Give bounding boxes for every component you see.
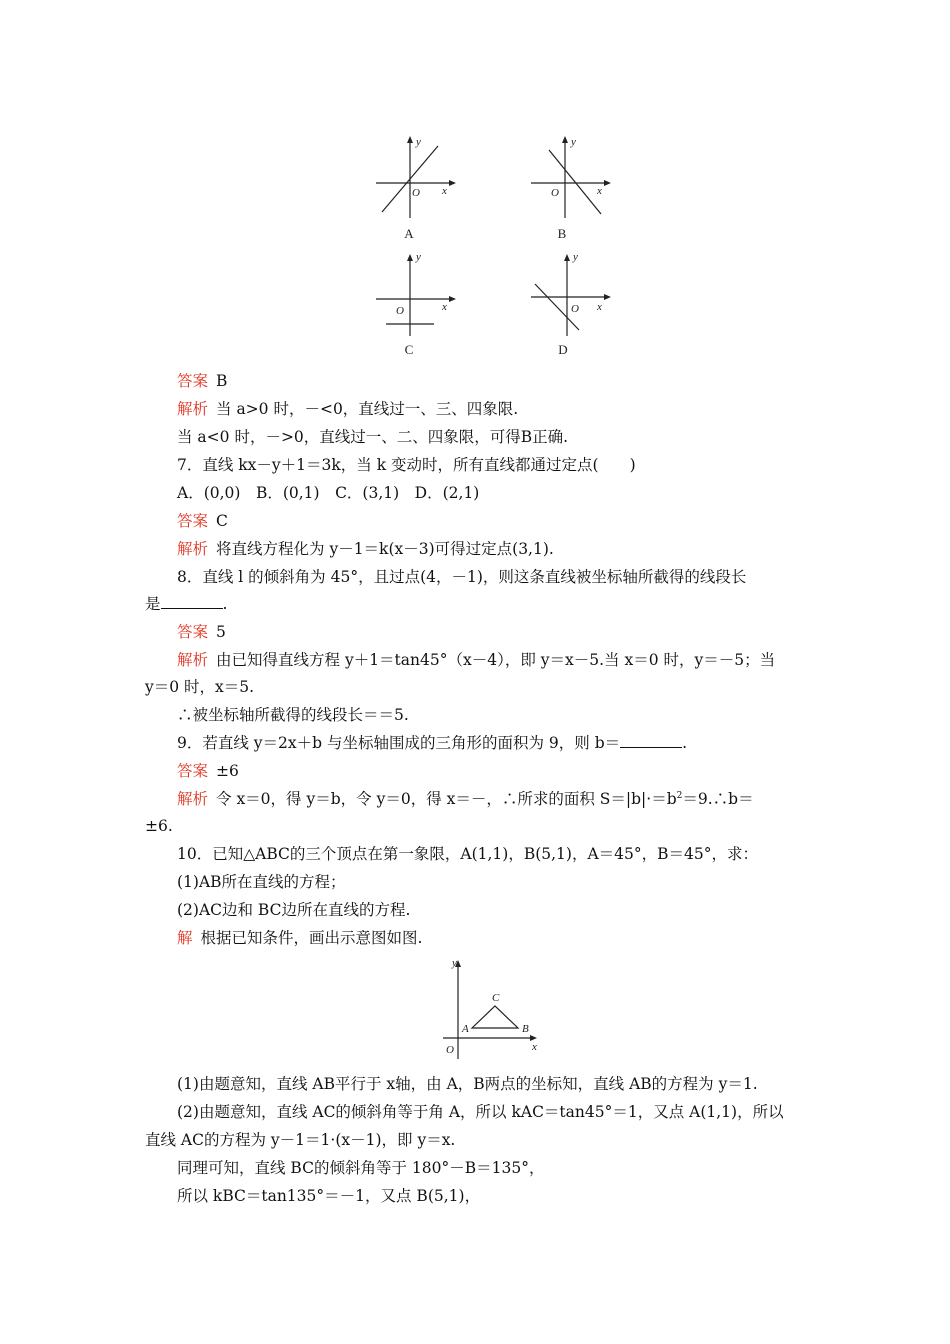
origin-label: O <box>551 187 559 199</box>
q8-analysis-2: y＝0 时，x＝5. <box>145 678 255 696</box>
x-axis-label: x <box>442 185 447 197</box>
q6-analysis-2: 当 a<0 时，－>0，直线过一、二、四象限，可得B正确. <box>177 428 569 446</box>
answer-blank[interactable] <box>620 735 682 748</box>
q10-part-2: (2)AC边和 BC边所在直线的方程. <box>177 901 411 919</box>
answer-value: B <box>216 372 228 390</box>
graph-c <box>372 248 462 338</box>
analysis-tag: 解析 <box>177 540 209 558</box>
x-axis-label: x <box>532 1041 537 1053</box>
origin-label: O <box>446 1044 454 1056</box>
graph-d <box>527 248 617 338</box>
analysis-tag: 解析 <box>177 790 209 808</box>
q7-analysis <box>177 539 554 559</box>
y-axis-label: y <box>452 957 457 969</box>
x-axis-label: x <box>597 301 602 313</box>
q8-question-2 <box>145 594 227 614</box>
q8-analysis-1 <box>177 650 775 670</box>
analysis-tag: 解析 <box>177 651 209 669</box>
analysis-text: 令 x＝0，得 y＝b，令 y＝0，得 x＝－，∴所求的面积 S＝|b|·＝b <box>216 790 677 808</box>
vertex-a-label: A <box>462 1023 469 1035</box>
q10-solution <box>177 928 422 948</box>
graph-a <box>372 130 462 220</box>
vertex-c-label: C <box>492 992 500 1004</box>
answer-tag: 答案 <box>177 512 209 530</box>
y-axis-label: y <box>416 251 421 263</box>
q9-question-text: 9．若直线 y＝2x＋b 与坐标轴围成的三角形的面积为 9，则 b＝ <box>177 734 621 752</box>
exponent: 2 <box>676 790 683 801</box>
answer-tag: 答案 <box>177 762 209 780</box>
analysis-text-end: ＝9.∴b＝ <box>682 790 754 808</box>
q9-answer <box>177 761 239 781</box>
analysis-text: 当 a>0 时，－<0，直线过一、三、四象限. <box>216 400 519 418</box>
triangle-figure <box>440 956 545 1060</box>
q10-part-1: (1)AB所在直线的方程； <box>177 873 346 891</box>
q10-solution-2: (2)由题意知，直线 AC的倾斜角等于角 A，所以 kAC＝tan45°＝1，又点 A(1,1)，所以 <box>177 1103 784 1121</box>
x-axis-label: x <box>442 301 447 313</box>
vertex-b-label: B <box>522 1023 529 1035</box>
analysis-tag: 解析 <box>177 400 209 418</box>
q7-answer <box>177 511 228 531</box>
y-axis-label: y <box>416 136 421 148</box>
answer-tag: 答案 <box>177 623 209 641</box>
q6-answer <box>177 371 227 391</box>
q6-analysis-1 <box>177 399 518 419</box>
q10-question: 10．已知△ABC的三个顶点在第一象限，A(1,1)，B(5,1)，A＝45°，B＝45°，求： <box>177 845 758 863</box>
graph-b <box>527 130 617 220</box>
analysis-text: 将直线方程化为 y－1＝k(x－3)可得过定点(3,1). <box>216 540 554 558</box>
answer-value: ±6 <box>216 762 239 780</box>
graph-label-c: C <box>404 342 414 357</box>
q9-question-end: . <box>682 734 688 752</box>
answer-value: 5 <box>216 623 226 641</box>
q9-question <box>177 733 687 753</box>
q10-solution-4: 同理可知，直线 BC的倾斜角等于 180°－B＝135°， <box>177 1159 545 1177</box>
q10-solution-5: 所以 kBC＝tan135°＝－1，又点 B(5,1)， <box>177 1187 481 1205</box>
graph-label-b: B <box>557 226 567 241</box>
q7-options: A．(0,0) B．(0,1) C．(3,1) D．(2,1) <box>177 484 480 502</box>
answer-blank[interactable] <box>161 596 223 609</box>
graph-label-d: D <box>558 342 568 357</box>
q10-solution-3: 直线 AC的方程为 y－1＝1·(x－1)，即 y＝x. <box>145 1131 456 1149</box>
y-axis-label: y <box>573 251 578 263</box>
solution-tag: 解 <box>177 929 193 947</box>
analysis-text: 由已知得直线方程 y＋1＝tan45°（x－4），即 y＝x－5.当 x＝0 时，y＝－5；当 <box>216 651 776 669</box>
y-axis-label: y <box>571 136 576 148</box>
q9-analysis-1 <box>177 789 754 809</box>
origin-label: O <box>396 305 404 317</box>
origin-label: O <box>412 187 420 199</box>
q8-question-text: 是 <box>145 595 161 613</box>
q8-question-end: . <box>222 595 228 613</box>
q9-analysis-2: ±6. <box>145 817 173 835</box>
origin-label: O <box>571 303 579 315</box>
answer-tag: 答案 <box>177 372 209 390</box>
q8-question-1: 8．直线 l 的倾斜角为 45°，且过点(4，－1)，则这条直线被坐标轴所截得的线段长 <box>177 568 747 586</box>
q7-question: 7．直线 kx－y＋1＝3k，当 k 变动时，所有直线都通过定点( ) <box>177 456 636 474</box>
q10-solution-1: (1)由题意知，直线 AB平行于 x轴，由 A，B两点的坐标知，直线 AB的方程为 y＝1. <box>177 1075 758 1093</box>
q8-analysis-3: ∴被坐标轴所截得的线段长＝＝5. <box>177 706 409 724</box>
q8-answer <box>177 622 226 642</box>
x-axis-label: x <box>597 185 602 197</box>
answer-value: C <box>216 512 228 530</box>
graph-label-a: A <box>404 226 414 241</box>
solution-text: 根据已知条件，画出示意图如图. <box>200 929 423 947</box>
